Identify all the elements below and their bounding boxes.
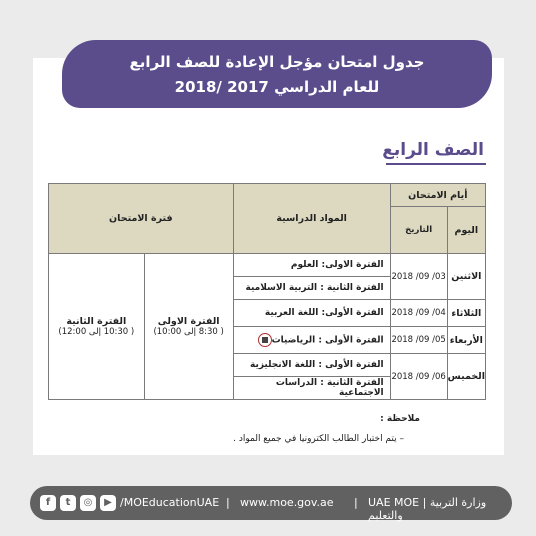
day-cell: الخميس: [447, 354, 485, 400]
header-period: فترة الامتحان: [49, 184, 234, 254]
notes-label: ملاحظة :: [380, 414, 420, 424]
day-cell: الأربعاء: [447, 327, 485, 354]
period2-time: ( 10:30 إلى 12:00): [58, 327, 135, 337]
period2-label: الفترة الثانية: [66, 316, 127, 327]
website-link[interactable]: www.moe.gov.ae: [240, 496, 334, 509]
education-icon: [258, 333, 272, 347]
instagram-icon[interactable]: ◎: [80, 495, 96, 511]
date-cell: 2018 /09 /05: [390, 327, 447, 354]
date-cell: 2018 /09 /06: [390, 354, 447, 400]
footer-bar: [30, 486, 512, 520]
banner-year: للعام الدراسي 2017 /2018: [174, 78, 380, 96]
header-date: التاريخ: [390, 207, 447, 254]
youtube-icon[interactable]: ▶: [100, 495, 116, 511]
header-day: اليوم: [447, 207, 485, 254]
subject-cell: الفترة الأولى: اللغة العربية: [233, 300, 390, 327]
day-cell: الاثنين: [447, 254, 485, 300]
subject-cell: الفترة الأولى : اللغة الانجليزية: [233, 354, 390, 377]
exam-schedule-table: [48, 183, 486, 400]
footer-separator: |: [226, 496, 230, 509]
subject-cell: الفترة الثانية : التربية الاسلامية: [233, 277, 390, 300]
banner-title: جدول امتحان مؤجل الإعادة للصف الرابع: [129, 53, 425, 71]
subject-cell-math: [233, 327, 390, 354]
date-cell: 2018 /09 /04: [390, 300, 447, 327]
ministry-brand: UAE MOE | وزارة التربية والتعليم: [368, 496, 487, 522]
period1-label: الفترة الاولى: [157, 316, 220, 327]
header-subjects: المواد الدراسية: [233, 184, 390, 254]
note-item: – يتم اختبار الطالب الكترونيا في جميع المواد .: [233, 434, 404, 444]
facebook-icon[interactable]: f: [40, 495, 56, 511]
day-cell: الثلاثاء: [447, 300, 485, 327]
grade-subtitle: الصف الرابع: [382, 140, 484, 160]
math-subject-label: الفترة الأولى : الرياضيات: [271, 335, 384, 346]
title-banner: [62, 40, 492, 108]
subject-cell: الفترة الثانية : الدراسات الاجتماعية: [233, 377, 390, 400]
header-exam-days: أيام الامتحان: [390, 184, 485, 207]
footer-separator: |: [354, 496, 358, 509]
period1-time: ( 8:30 إلى 10:00): [153, 327, 224, 337]
subject-cell: الفترة الاولى: العلوم: [233, 254, 390, 277]
twitter-icon[interactable]: t: [60, 495, 76, 511]
social-handle[interactable]: /MOEducationUAE: [120, 496, 220, 509]
period2-cell: [49, 254, 145, 400]
period1-cell: [144, 254, 233, 400]
subtitle-underline: [386, 163, 486, 165]
date-cell: 2018 /09 /03: [390, 254, 447, 300]
